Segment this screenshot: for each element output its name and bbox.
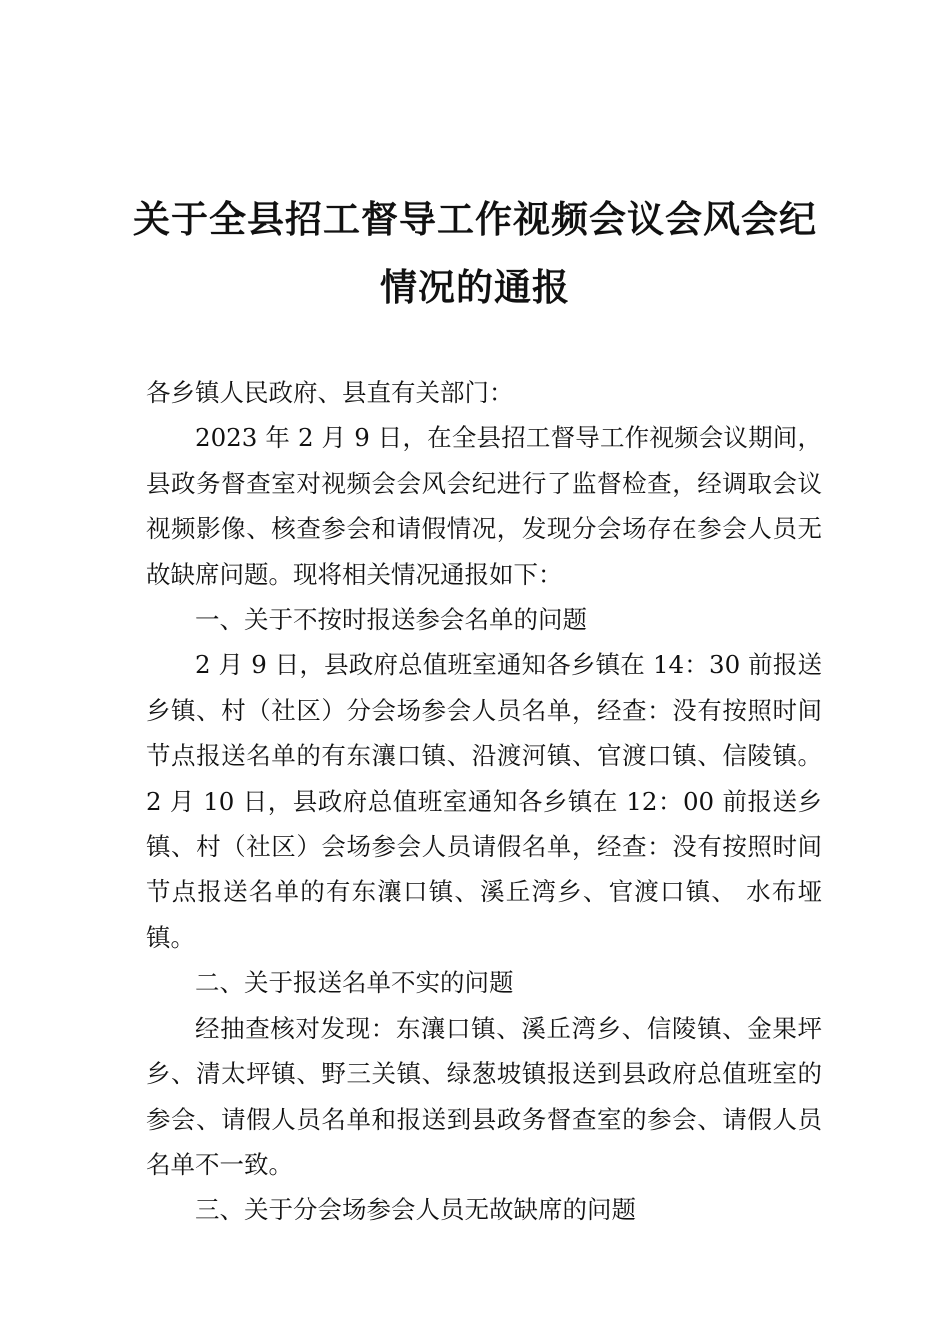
section-2-heading: 二、关于报送名单不实的问题 [195,968,514,998]
document-title-line-2: 情况的通报 [380,266,570,309]
section-1-paragraph: 2 月 9 日，县政府总值班室通知各乡镇在 14：30 前报送乡镇、村（社区）分会场参会人员名单，经查：没有按照时间节点报送名单的有东瀼口镇、沿渡河镇、官渡口镇、信陵镇。2 月 10 日，县政府总值班室通知各乡镇在 12：00 前报送乡镇、村（社区）会场参会人员请假名单，经查：没有按照时间节点报送名单的有东瀼口镇、溪丘湾乡、官渡口镇、 水布垭镇。 [146,650,822,952]
intro-paragraph: 2023 年 2 月 9 日，在全县招工督导工作视频会议期间，县政务督查室对视频会会风会纪进行了监督检查，经调取会议视频影像、核查参会和请假情况，发现分会场存在参会人员无故缺席问题。现将相关情况通报如下： [146,423,822,589]
section-1-heading: 一、关于不按时报送参会名单的问题 [195,605,587,635]
section-2-paragraph: 经抽查核对发现：东瀼口镇、溪丘湾乡、信陵镇、金果坪乡、清太坪镇、野三关镇、绿葱坡镇报送到县政府总值班室的参会、请假人员名单和报送到县政务督查室的参会、请假人员名单不一致。 [146,1013,822,1179]
document-body [146,370,822,1233]
document-title-line-1: 关于全县招工督导工作视频会议会风会纪 [133,198,817,241]
salutation: 各乡镇人民政府、县直有关部门： [146,378,514,407]
section-3-heading: 三、关于分会场参会人员无故缺席的问题 [195,1195,636,1225]
